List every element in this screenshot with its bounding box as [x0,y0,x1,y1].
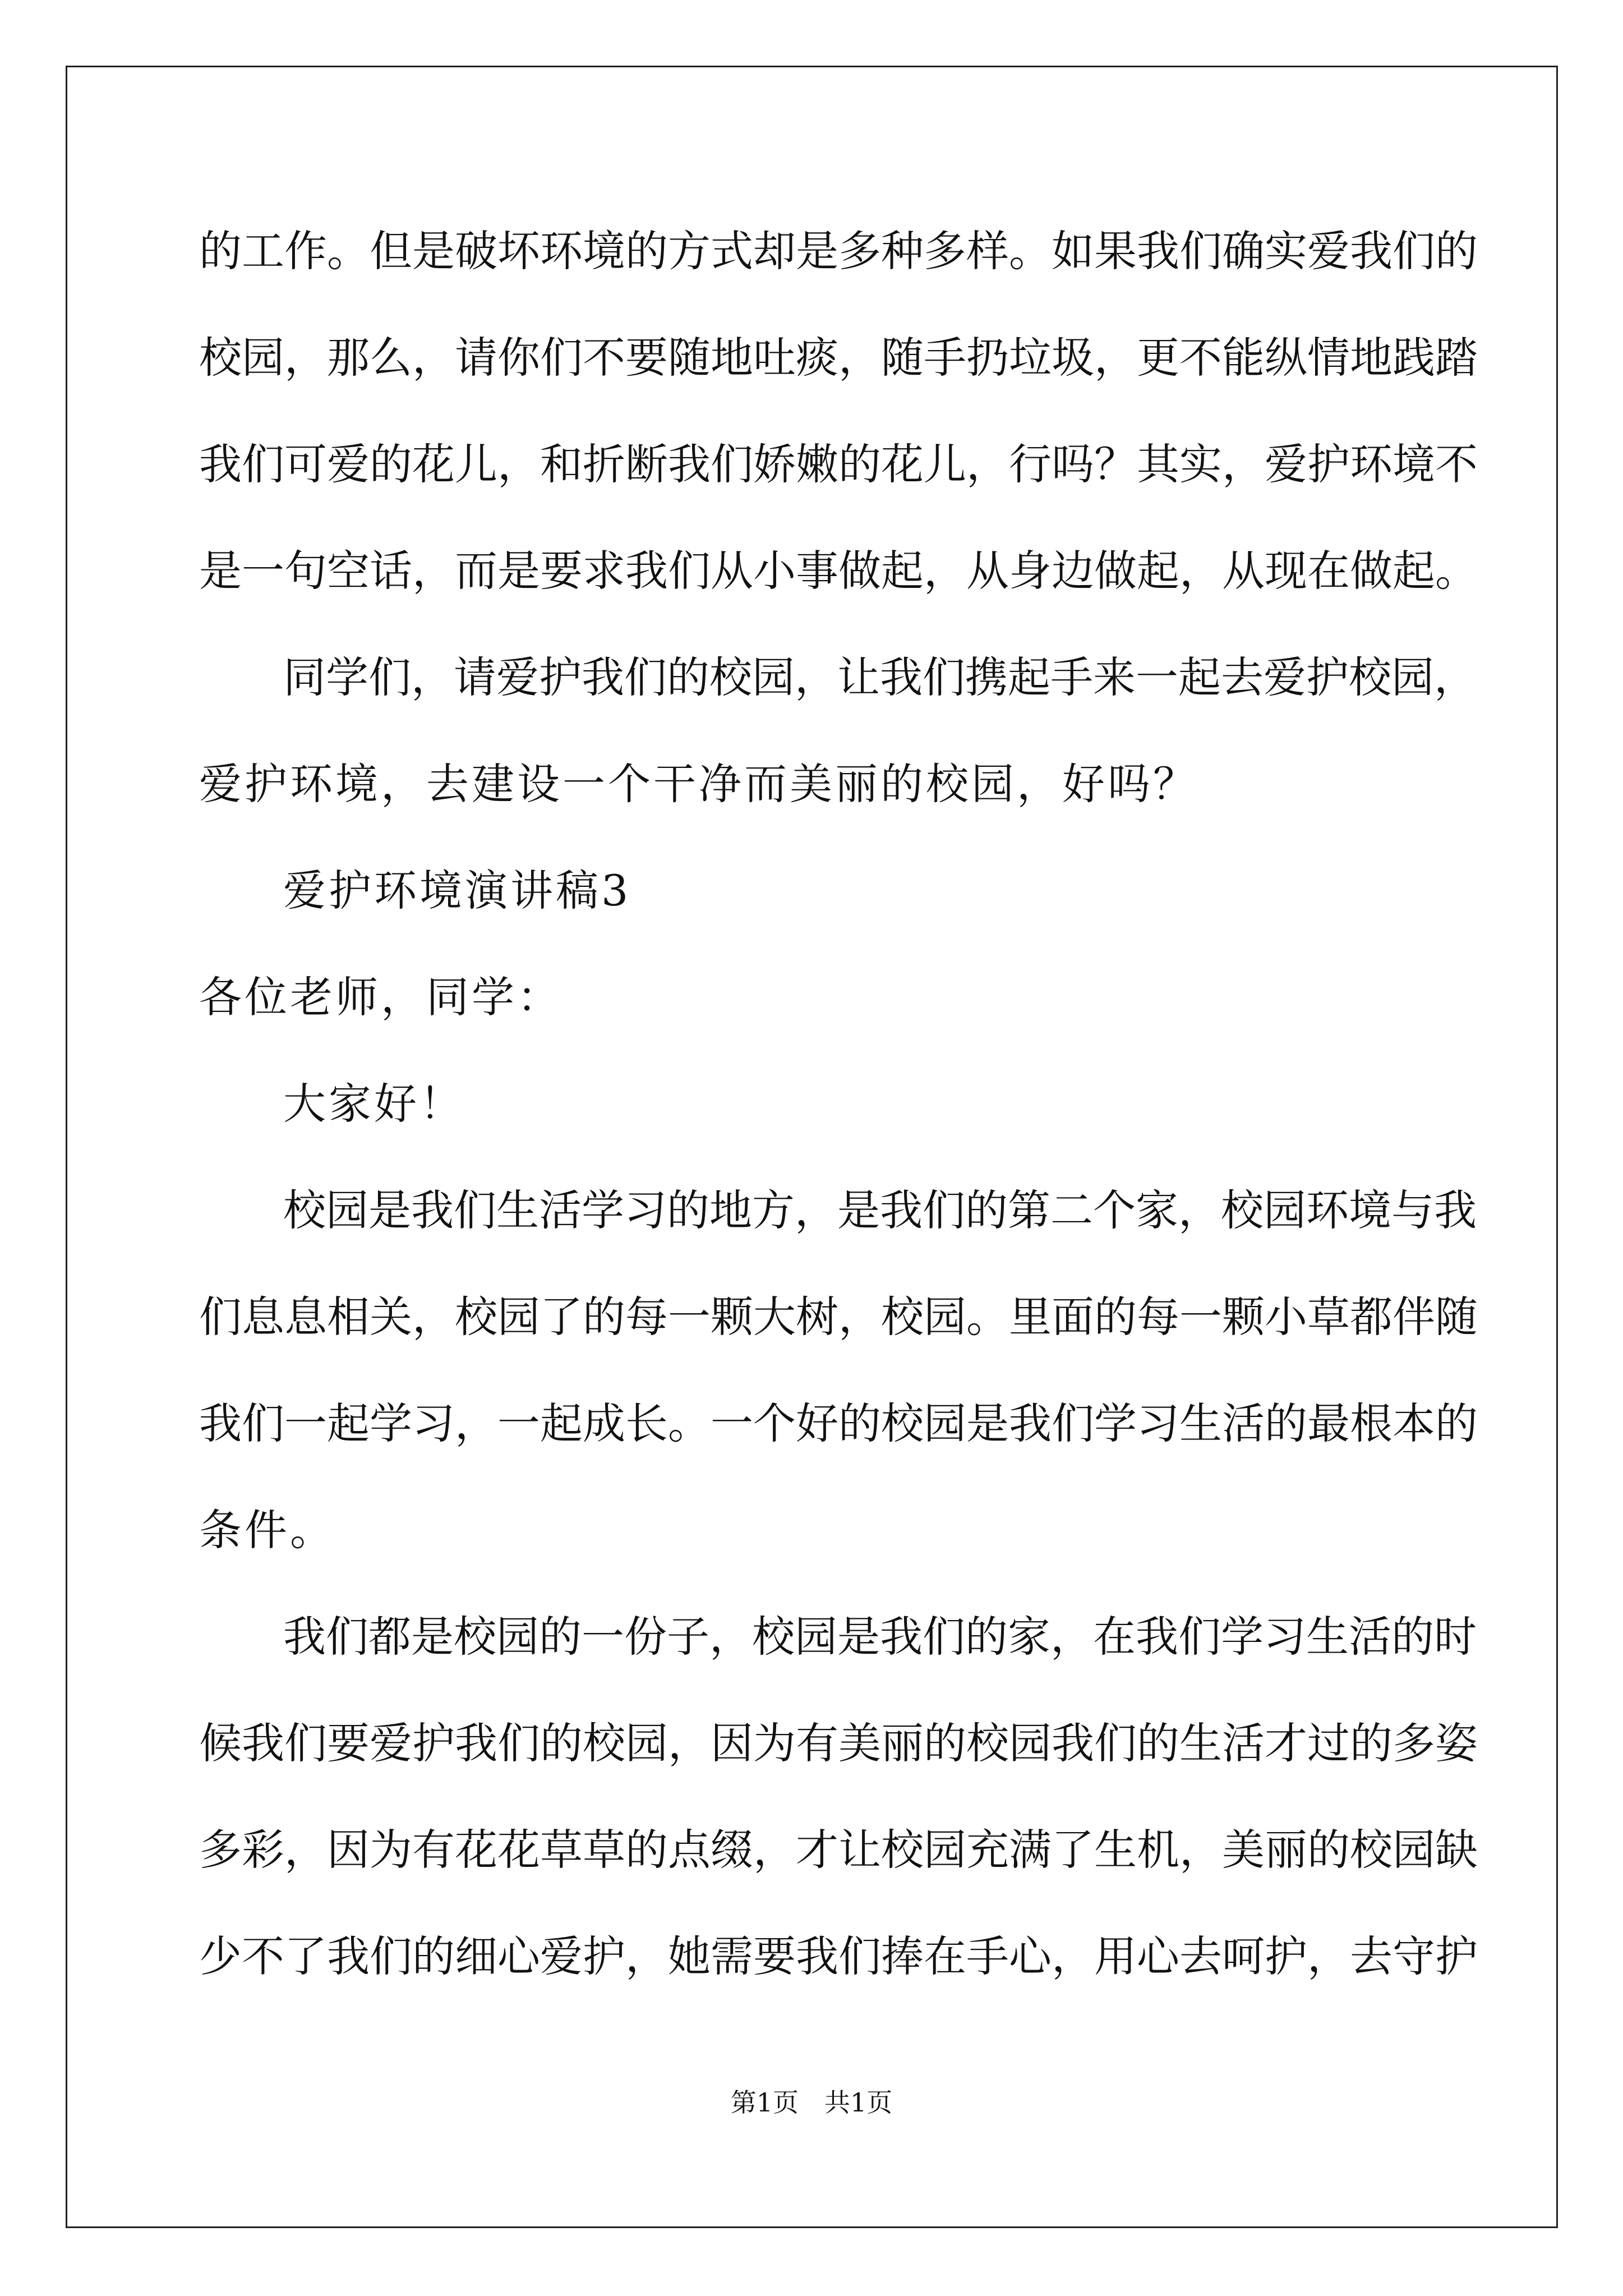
salutation: 各位老师，同学： [199,972,562,1022]
text-line: 爱护环境，去建设一个干净而美丽的校园，好吗？ [199,759,1198,809]
text-line: 们息息相关，校园了的每一颗大树，校园。里面的每一颗小草都伴随 [199,1292,1478,1342]
greeting: 大家好！ [283,1079,465,1129]
paragraph-first-line: 校园是我们生活学习的地方，是我们的第二个家，校园环境与我 [283,1185,1477,1235]
text-line: 我们可爱的花儿，和折断我们娇嫩的花儿，行吗？其实，爱护环境不 [199,439,1478,489]
text-line: 的工作。但是破坏环境的方式却是多种多样。如果我们确实爱我们的 [199,226,1478,276]
text-line: 候我们要爱护我们的校园，因为有美丽的校园我们的生活才过的多姿 [199,1718,1478,1768]
text-line: 少不了我们的细心爱护，她需要我们捧在手心，用心去呵护，去守护 [199,1931,1478,1981]
paragraph-first-line: 我们都是校园的一份子，校园是我们的家，在我们学习生活的时 [283,1612,1477,1662]
paragraph-first-line: 同学们，请爱护我们的校园，让我们携起手来一起去爱护校园， [283,652,1477,702]
page-footer: 第1页 共1页 [730,2087,893,2118]
text-line: 是一句空话，而是要求我们从小事做起，从身边做起，从现在做起。 [199,546,1478,596]
text-line: 校园，那么，请你们不要随地吐痰，随手扔垃圾，更不能纵情地践踏 [199,333,1478,383]
text-line: 我们一起学习，一起成长。一个好的校园是我们学习生活的最根本的 [199,1398,1478,1448]
text-line: 条件。 [199,1505,335,1555]
section-heading: 爱护环境演讲稿3 [283,866,631,915]
text-line: 多彩，因为有花花草草的点缀，才让校园充满了生机，美丽的校园缺 [199,1825,1478,1875]
